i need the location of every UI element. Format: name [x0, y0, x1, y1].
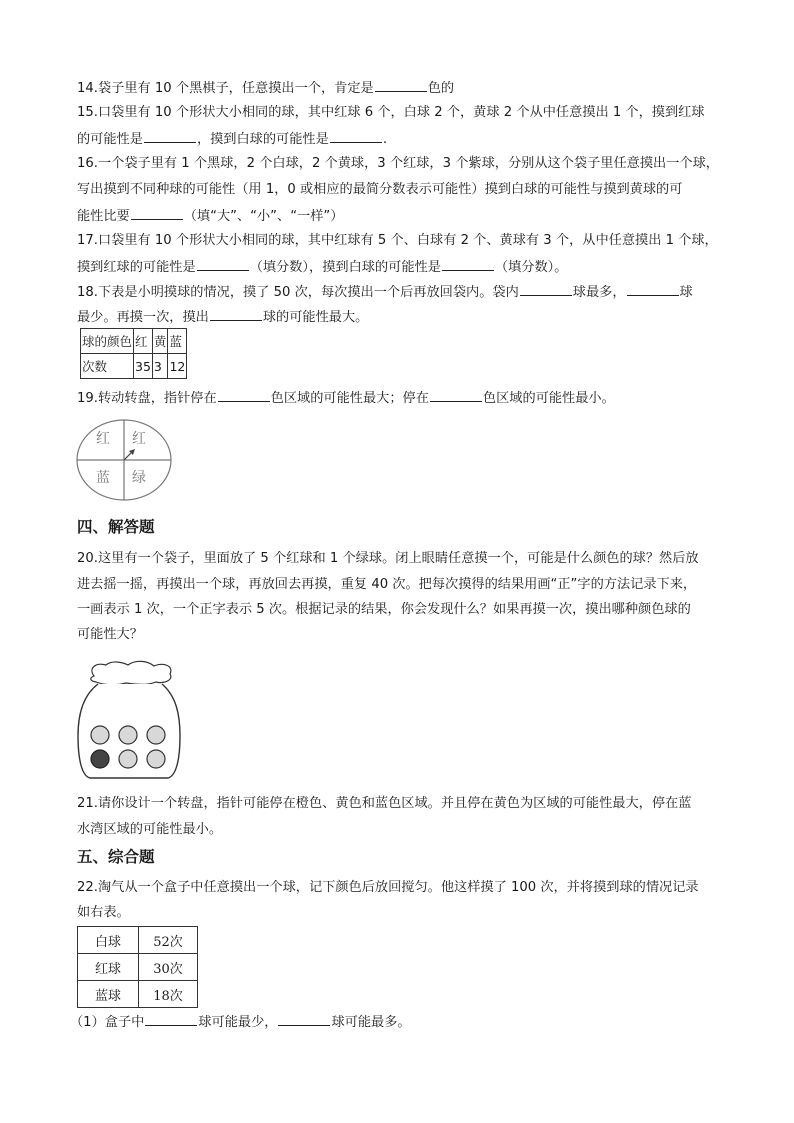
- ball-icon: [147, 726, 165, 744]
- spinner-label: 红: [96, 431, 110, 447]
- question-16-line-2: 写出摸到不同种球的可能性（用 1，0 或相应的最简分数表示可能性）摸到白球的可能性与摸到黄球的可: [77, 182, 683, 197]
- spinner-figure: [76, 418, 176, 502]
- ball-icon: [91, 750, 109, 768]
- table-cell: 18次: [139, 981, 198, 1008]
- bag-figure: [76, 656, 186, 782]
- question-22-line-2: 如右表。: [77, 905, 130, 920]
- question-19: 19.转动转盘，指针停在 色区域的可能性最大；停在 色区域的可能性最小。: [77, 387, 615, 409]
- question-16-line-1: 16.一个袋子里有 1 个黑球，2 个白球，2 个黄球，3 个红球，3 个紫球，分别从这个袋子里任意摸出一个球，: [77, 156, 719, 171]
- table-cell: 白球: [78, 927, 139, 954]
- ball-icon: [119, 726, 137, 744]
- question-15-line-2: 的可能性是 ，摸到白球的可能性是 .: [77, 128, 387, 150]
- answer-blank[interactable]: [627, 281, 679, 296]
- table-cell: 30次: [139, 954, 198, 981]
- ball-record-table: [77, 926, 198, 1008]
- answer-blank[interactable]: [278, 1011, 330, 1026]
- answer-blank[interactable]: [197, 256, 249, 271]
- question-14: 14.袋子里有 10 个黑棋子，任意摸出一个，肯定是 色的: [77, 77, 454, 99]
- answer-blank[interactable]: [145, 1011, 197, 1026]
- question-20-line-4: 可能性大？: [77, 627, 143, 642]
- table-header: 蓝: [168, 329, 187, 354]
- question-16-line-3: 能性比要 （填“大”、“小”、“一样”）: [77, 205, 343, 227]
- answer-blank[interactable]: [210, 306, 262, 321]
- question-17-line-1: 17.口袋里有 10 个形状大小相同的球，其中红球有 5 个、白球有 2 个、黄球有 3 个，从中任意摸出 1 个球，: [77, 233, 718, 248]
- table-cell: 12: [168, 354, 187, 379]
- answer-blank[interactable]: [131, 205, 183, 220]
- question-17-line-2: 摸到红球的可能性是 （填分数），摸到白球的可能性是 （填分数）。: [77, 256, 567, 278]
- ball-color-table: [80, 328, 187, 379]
- question-22-line-1: 22.淘气从一个盒子中任意摸出一个球，记下颜色后放回搅匀。他这样摸了 100 次，并将摸到球的情况记录: [77, 880, 699, 895]
- section-heading: 五、综合题: [77, 848, 155, 866]
- section-heading: 四、解答题: [77, 518, 155, 536]
- table-header: 红: [134, 329, 153, 354]
- question-20-line-3: 一画表示 1 次，一个正字表示 5 次。根据记录的结果，你会发现什么？如果再摸一次，摸出哪种颜色球的: [77, 602, 691, 617]
- table-cell: 次数: [81, 354, 134, 379]
- question-15-line-1: 15.口袋里有 10 个形状大小相同的球，其中红球 6 个，白球 2 个，黄球 2 个从中任意摸出 1 个，摸到红球: [77, 105, 705, 120]
- question-18-line-1: 18.下表是小明摸球的情况，摸了 50 次，每次摸出一个后再放回袋内。袋内 球最多， 球: [77, 281, 693, 303]
- table-cell: 35: [134, 354, 153, 379]
- spinner-label: 蓝: [96, 470, 110, 486]
- answer-blank[interactable]: [144, 128, 196, 143]
- table-header: 黄: [152, 329, 168, 354]
- spinner-label: 绿: [132, 470, 146, 486]
- question-21-line-1: 21.请你设计一个转盘，指针可能停在橙色、黄色和蓝色区域。并且停在黄色为区域的可能性最大，停在蓝: [77, 796, 692, 811]
- spinner-label: 红: [132, 431, 146, 447]
- answer-blank[interactable]: [375, 77, 427, 92]
- question-20-line-1: 20.这里有一个袋子，里面放了 5 个红球和 1 个绿球。闭上眼睛任意摸一个，可能是什么颜色的球？然后放: [77, 551, 699, 566]
- ball-icon: [91, 726, 109, 744]
- ball-icon: [119, 750, 137, 768]
- answer-blank[interactable]: [330, 128, 382, 143]
- table-cell: 红球: [78, 954, 139, 981]
- question-20-line-2: 进去摇一摇，再摸出一个球，再放回去再摸，重复 40 次。把每次摸得的结果用画“正”字的方法记录下来，: [77, 577, 697, 592]
- table-cell: 3: [152, 354, 168, 379]
- question-22-sub-1: （1）盒子中 球可能最少， 球可能最多。: [70, 1011, 411, 1033]
- answer-blank[interactable]: [218, 387, 270, 402]
- table-cell: 52次: [139, 927, 198, 954]
- question-21-line-2: 水湾区域的可能性最小。: [77, 822, 223, 837]
- answer-blank[interactable]: [442, 256, 494, 271]
- answer-blank[interactable]: [520, 281, 572, 296]
- ball-icon: [147, 750, 165, 768]
- table-header: 球的颜色: [81, 329, 134, 354]
- table-cell: 蓝球: [78, 981, 139, 1008]
- bag-tie: [91, 661, 171, 685]
- question-18-line-2: 最少。再摸一次，摸出 球的可能性最大。: [77, 306, 368, 328]
- answer-blank[interactable]: [430, 387, 482, 402]
